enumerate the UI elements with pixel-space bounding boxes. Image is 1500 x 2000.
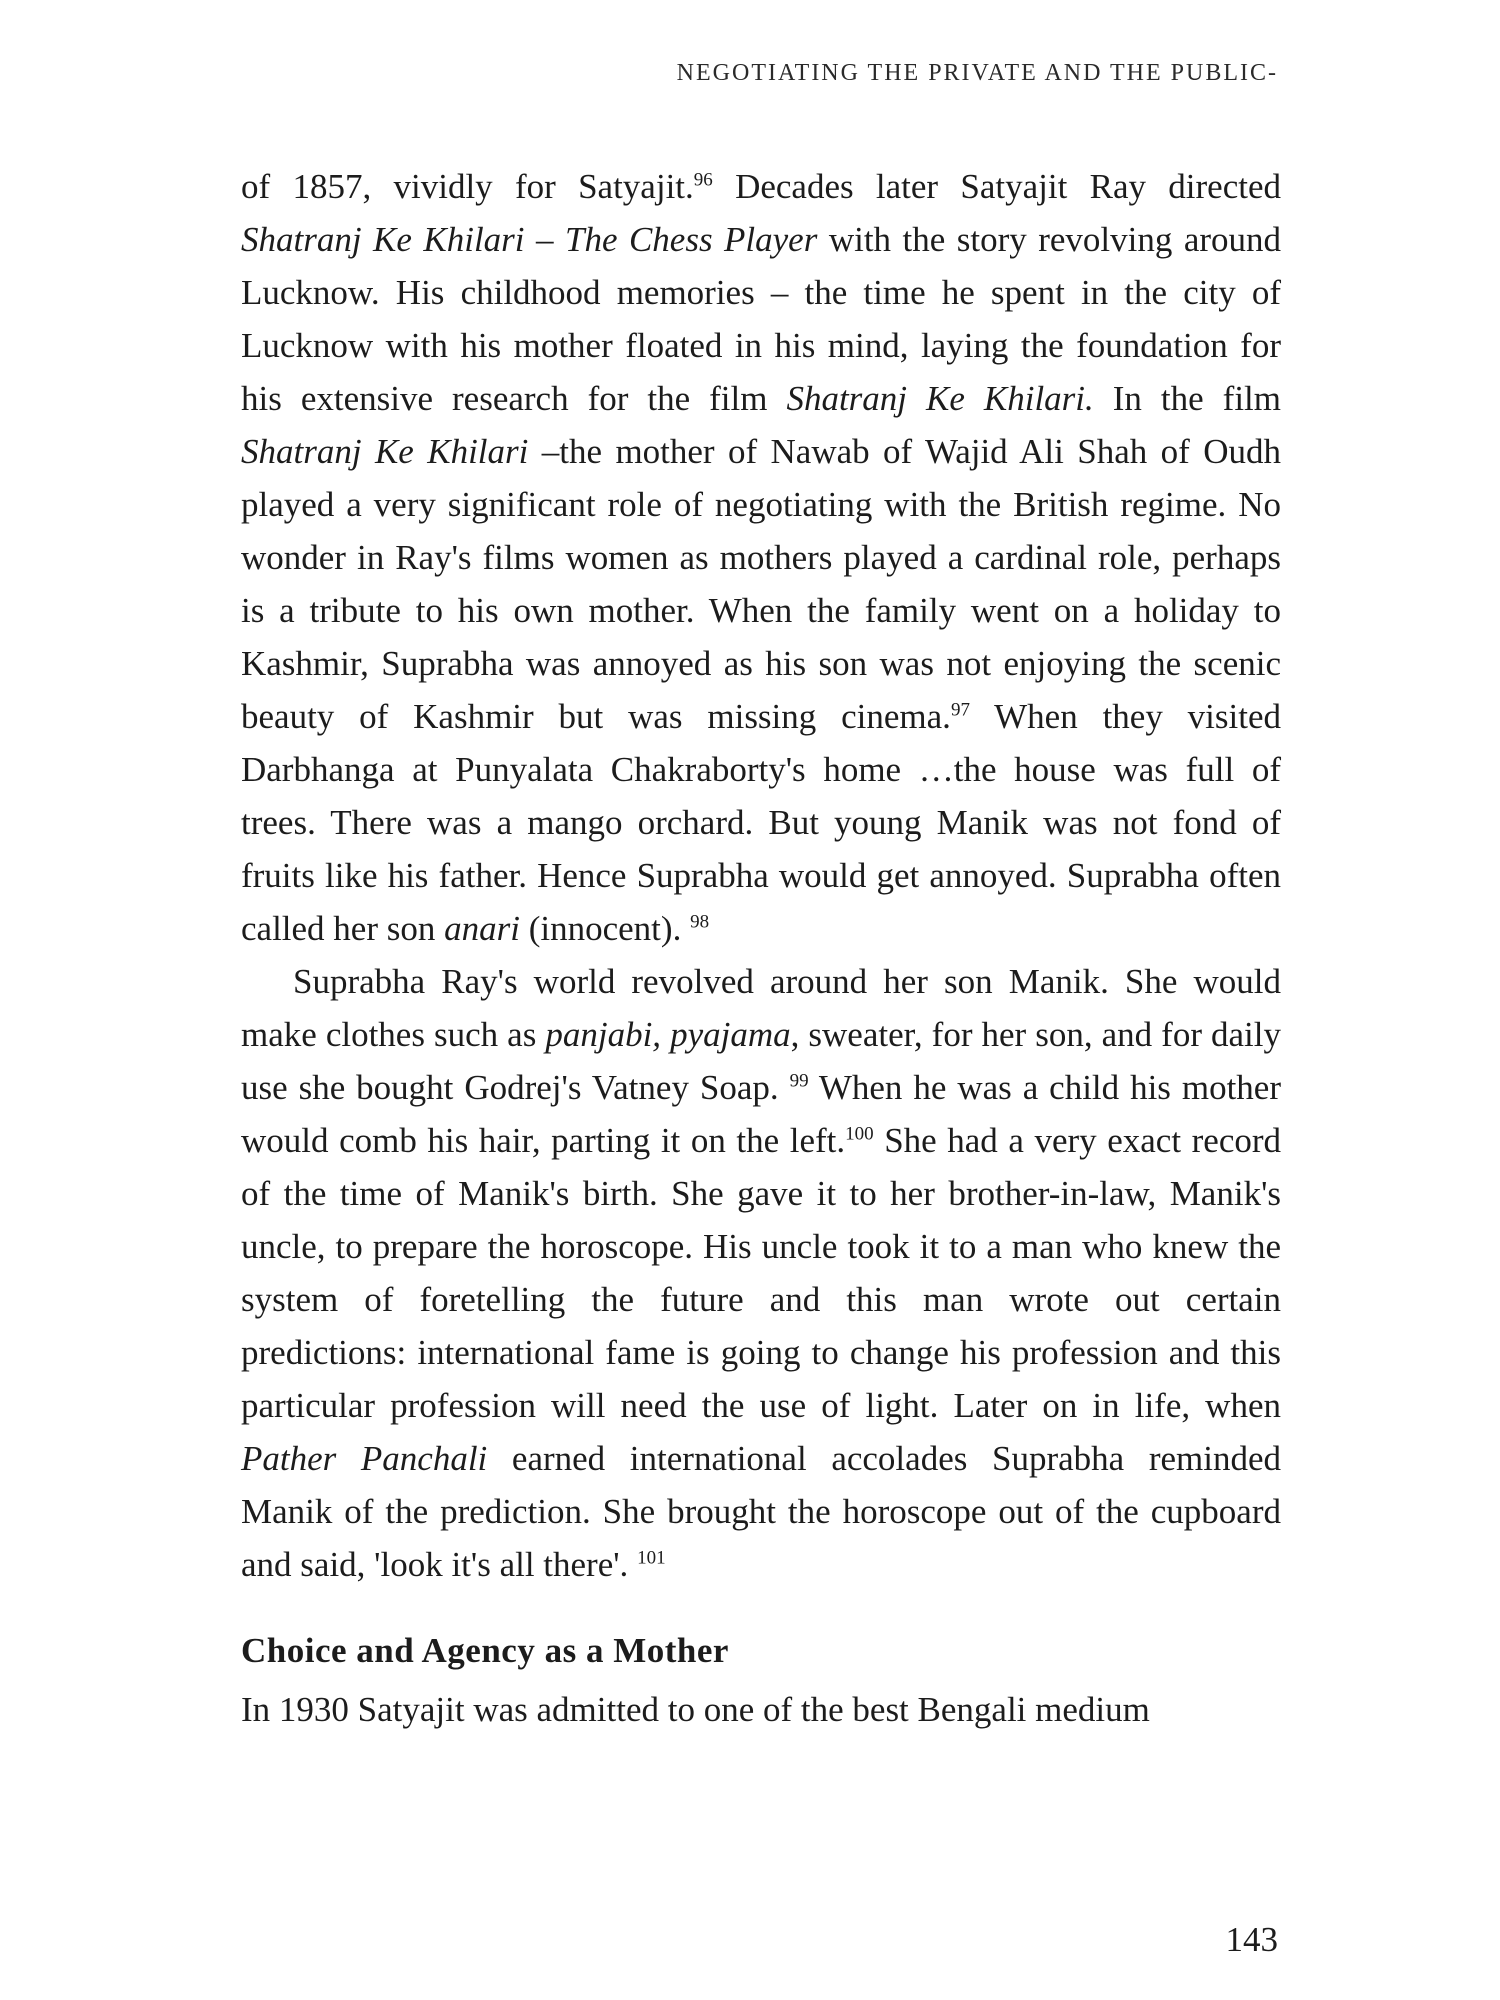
footnote-ref-100: 100 (845, 1123, 874, 1145)
film-title: Shatranj Ke Khilari. (786, 379, 1094, 418)
text-run: Decades later Satyajit Ray directed (712, 167, 1281, 206)
text-run: She had a very exact record of the time of Manik's birth. She gave it to her brother-in-law, Manik's uncle, to prepare the horoscope. His uncle took it to a man who knew the system of foretelling the future and this man wrote out certain predictions: international fame is going to change his profession and this particular profession will need the use of light. Later on in life, when (241, 1121, 1282, 1425)
text-run: earned international accolades Suprabha reminded Manik of the prediction. She brought the horoscope out of the cupboard and said, 'look it's all there'. (241, 1439, 1281, 1584)
text-run: of 1857, vividly for Satyajit. (241, 167, 694, 206)
italic-term: anari (444, 909, 520, 948)
text-run: When they visited Darbhanga at Punyalata Chakraborty's home …the house was full of trees. There was a mango orchard. But young Manik was not fond of fruits like his father. Hence Suprabha would get annoyed. Suprabha often called her son (241, 697, 1281, 948)
text-run: In 1930 Satyajit was admitted to one of the best Bengali medium (241, 1690, 1150, 1729)
footnote-ref-99: 99 (789, 1070, 809, 1092)
paragraph-1 (241, 160, 1281, 955)
text-run: When he was a child his mother would comb his hair, parting it on the left. (241, 1068, 1281, 1160)
page-body (241, 160, 1281, 1736)
text-run: In the film (1093, 379, 1282, 418)
running-header: NEGOTIATING THE PRIVATE AND THE PUBLIC- (676, 60, 1278, 86)
footnote-ref-98: 98 (690, 911, 710, 933)
paragraph-3 (241, 1683, 1281, 1736)
footnote-ref-96: 96 (693, 169, 713, 191)
paragraph-2 (241, 955, 1281, 1591)
text-run: Suprabha Ray's world revolved around her son Manik. She would make clothes such as (241, 962, 1281, 1054)
footnote-ref-97: 97 (950, 699, 970, 721)
page-number: 143 (1225, 1920, 1278, 1959)
footnote-ref-101: 101 (637, 1547, 666, 1569)
film-title: Shatranj Ke Khilari (241, 432, 529, 471)
film-title: Shatranj Ke Khilari – The Chess Player (241, 220, 818, 259)
italic-term: panjabi, pyajama (545, 1015, 791, 1054)
text-run: –the mother of Nawab of Wajid Ali Shah of Oudh played a very significant role of negotiating with the British regime. No wonder in Ray's films women as mothers played a cardinal role, perhaps is a tribute to his own mother. When the family went on a holiday to Kashmir, Suprabha was annoyed as his son was not enjoying the scenic beauty of Kashmir but was missing cinema. (241, 432, 1281, 736)
text-run: (innocent). (519, 909, 691, 948)
text-run: with the story revolving around Lucknow. His childhood memories – the time he spent in the city of Lucknow with his mother floated in his mind, laying the foundation for his extensive research for the film (241, 220, 1282, 418)
film-title: Pather Panchali (241, 1439, 488, 1478)
section-heading: Choice and Agency as a Mother (241, 1631, 729, 1670)
text-run: , sweater, for her son, and for daily use she bought Godrej's Vatney Soap. (241, 1015, 1281, 1107)
